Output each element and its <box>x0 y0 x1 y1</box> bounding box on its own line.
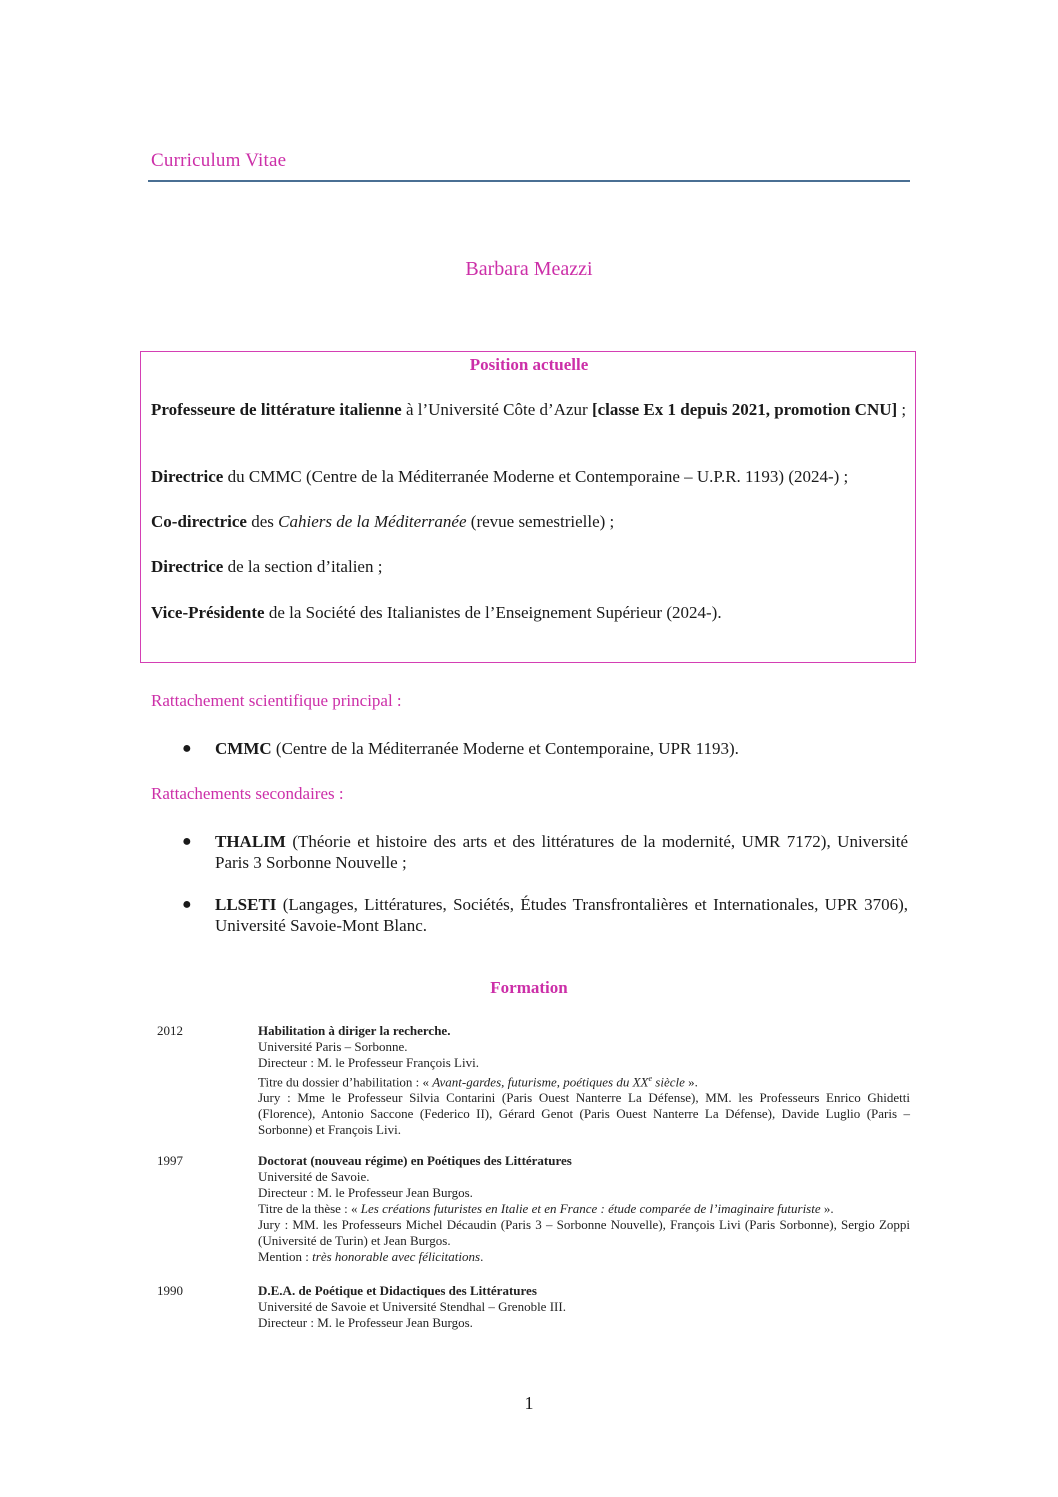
position-text: de la Société des Italianistes de l’Enseignement Supérieur (2024-). <box>264 603 722 622</box>
affiliation-description: (Langages, Littératures, Sociétés, Études Transfrontalières et Internationales, UPR 3706), Université Savoie-Mont Blanc. <box>215 895 908 935</box>
position-item <box>151 511 907 532</box>
entry-year: 2012 <box>157 1023 183 1038</box>
position-tail: (revue semestrielle) ; <box>466 512 615 531</box>
main-affiliation-label: Rattachement scientifique principal : <box>151 691 402 710</box>
degree-title: Habilitation à diriger la recherche. <box>258 1023 451 1038</box>
header-divider <box>148 180 910 182</box>
position-item <box>151 466 907 487</box>
position-item <box>151 399 907 420</box>
position-text: à l’Université Côte d’Azur <box>401 400 592 419</box>
formation-section-title: Formation <box>490 978 568 997</box>
position-text: des <box>246 512 279 531</box>
affiliation-acronym: CMMC <box>215 739 272 758</box>
journal-title: Cahiers de la Méditerranée <box>278 512 467 531</box>
affiliation-acronym: LLSETI <box>215 895 277 914</box>
formation-entry <box>258 1153 910 1265</box>
position-item <box>151 556 907 577</box>
affiliation-description: (Centre de la Méditerranée Moderne et Contemporaine, UPR 1193). <box>271 739 739 758</box>
entry-year: 1990 <box>157 1283 183 1298</box>
director: Directeur : M. le Professeur Jean Burgos. <box>258 1315 473 1330</box>
secondary-affiliations-label: Rattachements secondaires : <box>151 784 344 803</box>
position-role: Co-directrice <box>151 512 247 531</box>
formation-entry <box>258 1023 910 1138</box>
document-header-title: Curriculum Vitae <box>151 150 287 171</box>
position-item <box>151 602 907 623</box>
affiliation-description: (Théorie et histoire des arts et des littératures de la modernité, UMR 7172), Université Paris 3 Sorbonne Nouvelle ; <box>215 832 908 872</box>
director: Directeur : M. le Professeur François Livi. <box>258 1055 479 1070</box>
person-name: Barbara Meazzi <box>465 258 593 280</box>
degree-title: D.E.A. de Poétique et Didactiques des Littératures <box>258 1283 537 1298</box>
thesis-title: Titre de la thèse : « Les créations futuristes en Italie et en France : étude comparée de l’imaginaire futuriste ». <box>258 1201 834 1216</box>
list-item <box>182 738 908 759</box>
affiliation-acronym: THALIM <box>215 832 286 851</box>
position-role: Directrice <box>151 557 224 576</box>
bullet-icon: ● <box>182 740 192 757</box>
list-item <box>182 894 908 936</box>
mention: Mention : très honorable avec félicitations. <box>258 1249 484 1264</box>
list-item <box>182 831 908 873</box>
position-rank: [classe Ex 1 depuis 2021, promotion CNU] <box>591 400 898 419</box>
director: Directeur : M. le Professeur Jean Burgos. <box>258 1185 473 1200</box>
current-position-title: Position actuelle <box>469 355 589 374</box>
bullet-icon: ● <box>182 833 192 850</box>
university: Université de Savoie et Université Stendhal – Grenoble III. <box>258 1299 566 1314</box>
dossier-title: Titre du dossier d’habilitation : « Avant-gardes, futurisme, poétiques du XXe siècle ». <box>258 1074 698 1090</box>
bullet-icon: ● <box>182 896 192 913</box>
entry-year: 1997 <box>157 1153 183 1168</box>
page-number: 1 <box>524 1393 534 1413</box>
university: Université de Savoie. <box>258 1169 370 1184</box>
position-tail: ; <box>897 400 907 419</box>
jury: Jury : MM. les Professeurs Michel Décaudin (Paris 3 – Sorbonne Nouvelle), François Livi (Paris Sorbonne), Sergio Zoppi (Université de Turin) et Jean Burgos. <box>258 1217 910 1248</box>
formation-entry <box>258 1283 910 1331</box>
university: Université Paris – Sorbonne. <box>258 1039 408 1054</box>
position-role: Professeure de littérature italienne <box>151 400 402 419</box>
position-text: de la section d’italien ; <box>223 557 383 576</box>
position-role: Vice-Présidente <box>151 603 265 622</box>
degree-title: Doctorat (nouveau régime) en Poétiques des Littératures <box>258 1153 572 1168</box>
position-role: Directrice <box>151 467 224 486</box>
jury: Jury : Mme le Professeur Silvia Contarini (Paris Ouest Nanterre La Défense), MM. les Professeurs Enrico Ghidetti (Florence), Antonio Saccone (Federico II), Gérard Genot (Paris Ouest Nanterre La Défense), Davide Luglio (Paris – Sorbonne) et François Livi. <box>258 1090 910 1138</box>
position-text: du CMMC (Centre de la Méditerranée Moderne et Contemporaine – U.P.R. 1193) (2024-) ; <box>223 467 849 486</box>
